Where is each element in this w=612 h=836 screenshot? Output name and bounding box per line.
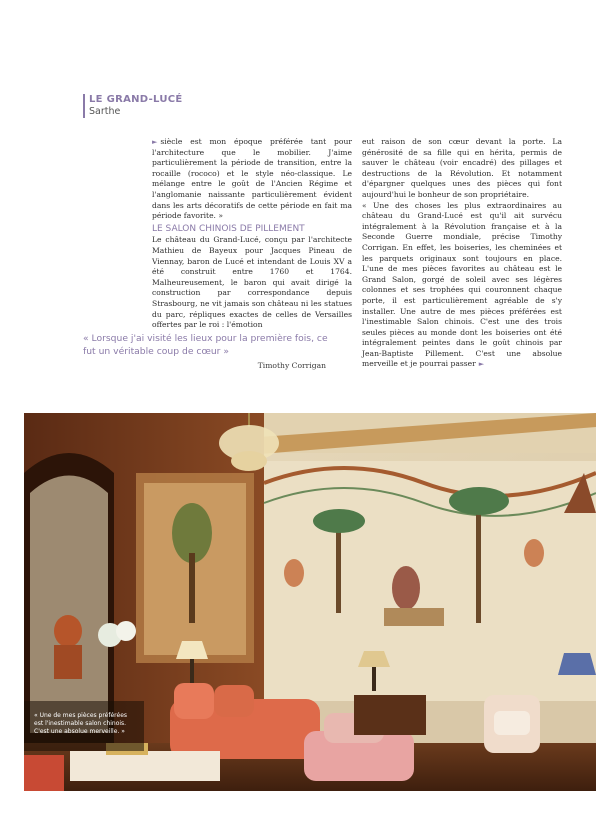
- article-header: [83, 94, 183, 118]
- paragraph: [362, 201, 562, 371]
- paragraph: eut raison de son cœur devant la porte. La générosité de sa fille qui en hérita, permis de sauver le château (voir encadré) des pillages et destructions de la Révolution. Et notamment d'épargner quelques unes des pièces qui font aujourd'hui le bonheur de son propriétaire.: [362, 137, 562, 199]
- paragraph-text: siècle est mon époque préférée tant pour l'architecture que le mobilier. J'aime particulièrement la période de transition, entre la rocaille (rococo) et le style néo-classique. Le mélange entre le goût de l'Ancien Régime et l'anglomanie naissante particulièrement évident dans les arts décoratifs de cette période en fait ma période favorite. »: [152, 137, 352, 221]
- paragraph-text: « Une des choses les plus extraordinaires au château du Grand-Lucé est qu'il ait survécu intégralement à la Révolution française et à la Seconde Guerre mondiale, précise Timothy Corrigan. En effet, les boiseries, les cheminées et les parquets originaux sont toujours en place. L'une de mes pièces favorites au château est le Grand Salon, gorgé de soleil avec ses légères colonnes et ses trophées qui couronnent chaque porte, il est particulièrement agréable de s'y installer. Une autre de mes pièces préférées est l'inestimable Salon chinois. C'est une des trois seules pièces au monde dont les boiseries ont été intégralement peintes dans le goût chinois par Jean-Baptiste Pillement. C'est une absolue merveille et je pourrai passer: [362, 200, 562, 369]
- arrow-icon: ►: [152, 138, 158, 146]
- quote-attribution: Timothy Corrigan: [257, 361, 326, 370]
- text-column-left: [152, 137, 352, 331]
- paragraph: Le château du Grand-Lucé, conçu par l'architecte Mathieu de Bayeux pour Jacques Pineau de Viennay, baron de Lucé et intendant de Louis XV a été construit entre 1760 et 1764. Malheureusement, le baron qui avait dirigé la construction par correspondance depuis Strasbourg, ne vit jamais son château ni les statues du parc, répliques exactes de celles de Versailles offertes par le roi : l'émotion: [152, 235, 352, 330]
- text-column-right: [362, 137, 562, 370]
- article-subtitle: Sarthe: [89, 106, 121, 117]
- article-title: LE GRAND-LUCÉ: [89, 94, 183, 105]
- photo-caption: « Une de mes pièces préférées est l'inestimable salon chinois. C'est une absolue merveille. »: [34, 712, 128, 735]
- section-subhead: LE SALON CHINOIS DE PILLEMENT: [152, 223, 305, 234]
- paragraph: [152, 137, 352, 222]
- pull-quote: « Lorsque j'ai visité les lieux pour la première fois, ce fut un véritable coup de cœur »: [83, 333, 328, 357]
- arrow-icon: ►: [478, 360, 485, 369]
